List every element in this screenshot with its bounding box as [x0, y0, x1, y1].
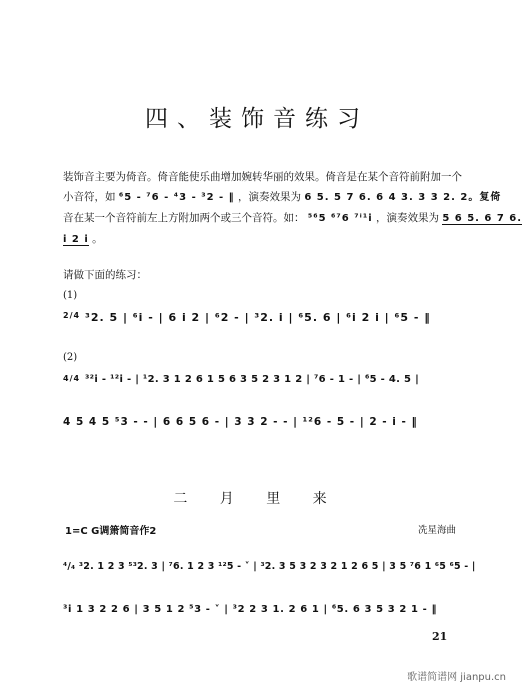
exercise-2-line-1: ³²i - ¹²i - | ¹2. 3 1 2 6 1 5 6 3 5 2 3 1 2 | ⁷6 - 1 - | ⁶5 - 4. 5 |	[85, 374, 420, 385]
time-signature: 4/4	[63, 374, 81, 383]
exercise-2-staff-2	[63, 410, 467, 438]
intro-line-3: 音在某一个音符前左上方附加两个或三个音符。如： ⁵⁶5 ⁶⁷6 ⁷ⁱ¹i ，演奏效果为 5 6 5. 6 7 6.	[63, 212, 522, 224]
intro-line-4: i 2 i 。	[63, 233, 103, 245]
song-title: 二 月 里 来	[173, 491, 341, 507]
multi-grace-example: ⁵⁶5 ⁶⁷6 ⁷ⁱ¹i	[307, 213, 373, 224]
multi-grace-effect-cont: i 2 i	[63, 234, 89, 245]
song-line-2: ³i 1 3 2 2 6 | 3 5 1 2 ⁵3 - ˅ | ³2 2 3 1. 2 6 1 | ⁶5. 6 3 5 3 2 1 - ‖	[63, 604, 438, 615]
song-staff-1	[63, 555, 476, 583]
song-line-1: ⁴/₄ ³2. 1 2 3 ⁵³2. 3 | ⁷6. 1 2 3 ¹²5 - ˅ | ³2. 3 5 3 2 3 2 1 2 6 5 | 3 5 ⁷6 1 ⁶5 ⁶5 - |	[63, 561, 476, 572]
key-signature: 1=C G调箫简音作2	[65, 526, 157, 537]
song-staff-2	[63, 598, 467, 626]
intro-line-2: 小音符，如 ⁶5 - ⁷6 - ⁴3 - ³2 - ‖ ，演奏效果为 6 5. 5 7 6. 6 4 3. 3 3 2. 2。复倚	[63, 191, 502, 203]
multi-grace-effect: 5 6 5. 6 7 6.	[442, 213, 522, 224]
grace-effect: 6 5. 5 7 6. 6 4 3. 3 3 2. 2。复倚	[304, 192, 502, 203]
exercise-2-staff-1	[63, 368, 467, 396]
exercise-1-notes: ³2. 5 | ⁶i - | 6 i 2 | ⁶2 - | ³2. i | ⁶5. 6 | ⁶i 2 i | ⁶5 - ‖	[85, 311, 431, 324]
intro-line-1: 装饰音主要为倚音。倚音能使乐曲增加婉转华丽的效果。倚音是在某个音符前附加一个	[63, 171, 462, 183]
page-number: 21	[432, 630, 448, 643]
watermark: 歌谱简谱网 jianpu.cn	[407, 672, 506, 683]
exercise-1-staff	[63, 305, 467, 333]
composer: 冼星海曲	[417, 525, 456, 536]
time-signature: 2/4	[63, 311, 81, 320]
section-title: 四、装饰音练习	[145, 106, 369, 132]
exercise-2-line-2: 4 5 4 5 ⁵3 - - | 6 6 5 6 - | 3 3 2 - - | ¹²6 - 5 - | 2 - i - ‖	[63, 416, 418, 428]
exercise-2-label: (2)	[63, 352, 78, 363]
grace-example: ⁶5 - ⁷6 - ⁴3 - ³2 - ‖	[118, 192, 235, 203]
exercise-prompt: 请做下面的练习：	[63, 269, 147, 281]
exercise-1-label: (1)	[63, 290, 78, 301]
